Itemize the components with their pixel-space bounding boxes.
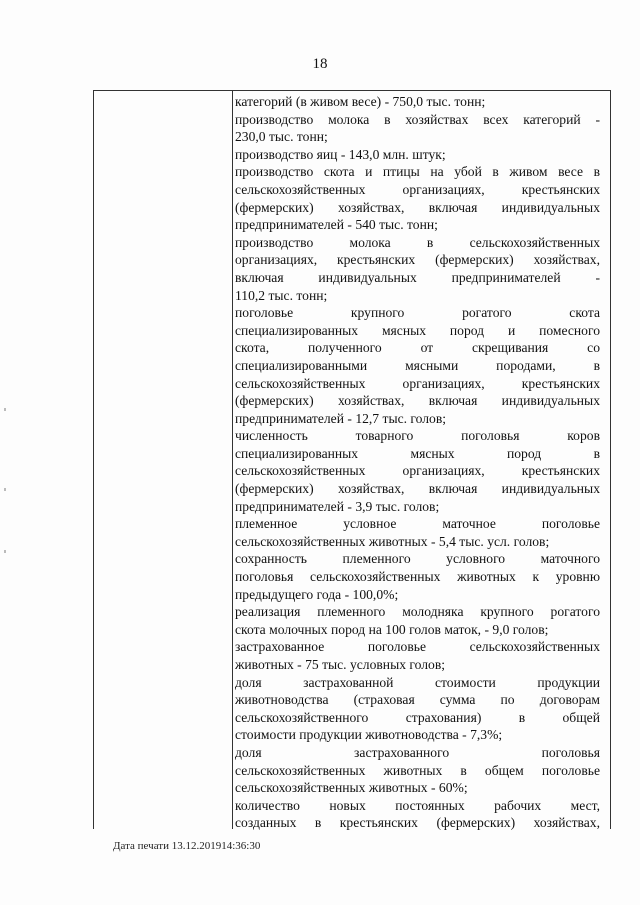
text-line: поголовья сельскохозяйственных животных к уровню (235, 569, 600, 585)
text-line: реализация племенного молодняка крупного рогатого (235, 604, 600, 620)
text-line: стоимости продукции животноводства - 7,3%; (235, 727, 503, 743)
text-line: количество новых постоянных рабочих мест, (235, 797, 600, 813)
text-line: застрахованное поголовье сельскохозяйственных (235, 639, 600, 655)
text-line: племенное условное маточное поголовье (235, 516, 600, 532)
text-line: скота, полученного от скрещивания со (235, 340, 600, 356)
print-date-footer: Дата печати 13.12.201914:36:30 (113, 840, 261, 852)
text-line: предпринимателей - 12,7 тыс. голов; (235, 410, 447, 426)
text-line: численность товарного поголовья коров (235, 428, 600, 444)
text-line: сельскохозяйственного страхования) в общей (235, 709, 600, 725)
text-line: предыдущего года - 100,0%; (235, 586, 399, 602)
text-line: организациях, крестьянских (фермерских) хозяйствах, (235, 252, 600, 268)
scan-mark (4, 408, 6, 411)
text-line: скота молочных пород на 100 голов маток, - 9,0 голов; (235, 621, 549, 637)
text-line: сельскохозяйственных животных в общем поголовье (235, 762, 600, 778)
text-line: 230,0 тыс. тонн; (235, 129, 328, 145)
text-line: сельскохозяйственных организациях, крестьянских (235, 463, 600, 479)
text-line: сельскохозяйственных организациях, крестьянских (235, 181, 600, 197)
text-line: производство молока в сельскохозяйственных (235, 234, 600, 250)
text-line: включая индивидуальных предпринимателей - (235, 269, 600, 285)
text-line: категорий (в живом весе) - 750,0 тыс. тонн; (235, 94, 486, 109)
text-line: созданных в крестьянских (фермерских) хозяйствах, (235, 815, 600, 831)
text-line: (фермерских) хозяйствах, включая индивидуальных (235, 393, 600, 409)
text-line: (фермерских) хозяйствах, включая индивидуальных (235, 481, 600, 497)
scan-mark (4, 488, 6, 491)
text-line: специализированных мясных пород в (235, 445, 600, 461)
text-line: доля застрахованной стоимости продукции (235, 674, 600, 690)
text-line: предпринимателей - 3,9 тыс. голов; (235, 498, 440, 514)
scan-mark (4, 550, 6, 553)
content-table (93, 90, 611, 829)
text-line: сохранность племенного условного маточного (235, 551, 600, 567)
text-line: предпринимателей - 540 тыс. тонн; (235, 217, 438, 233)
text-line: (фермерских) хозяйствах, включая индивидуальных (235, 199, 600, 215)
text-line: животноводства (страховая сумма по договорам (235, 692, 600, 708)
text-line: сельскохозяйственных животных - 5,4 тыс. усл. голов; (235, 533, 550, 549)
text-line: доля застрахованного поголовья (235, 744, 600, 760)
text-line: специализированных мясных пород и помесного (235, 322, 600, 338)
text-line: поголовье крупного рогатого скота (235, 305, 600, 321)
column-divider (232, 91, 233, 829)
text-line: производство яиц - 143,0 млн. штук; (235, 146, 446, 162)
text-line: сельскохозяйственных животных - 60%; (235, 780, 468, 796)
text-line: производство скота и птицы на убой в живом весе в (235, 164, 600, 180)
text-line: 110,2 тыс. тонн; (235, 287, 328, 303)
text-line: животных - 75 тыс. условных голов; (235, 657, 446, 672)
text-line: специализированными мясными породами, в (235, 357, 600, 373)
text-line: производство молока в хозяйствах всех категорий - (235, 111, 600, 127)
page-number: 18 (312, 56, 328, 72)
table-cell-text (235, 93, 600, 832)
text-line: сельскохозяйственных организациях, крестьянских (235, 375, 600, 391)
